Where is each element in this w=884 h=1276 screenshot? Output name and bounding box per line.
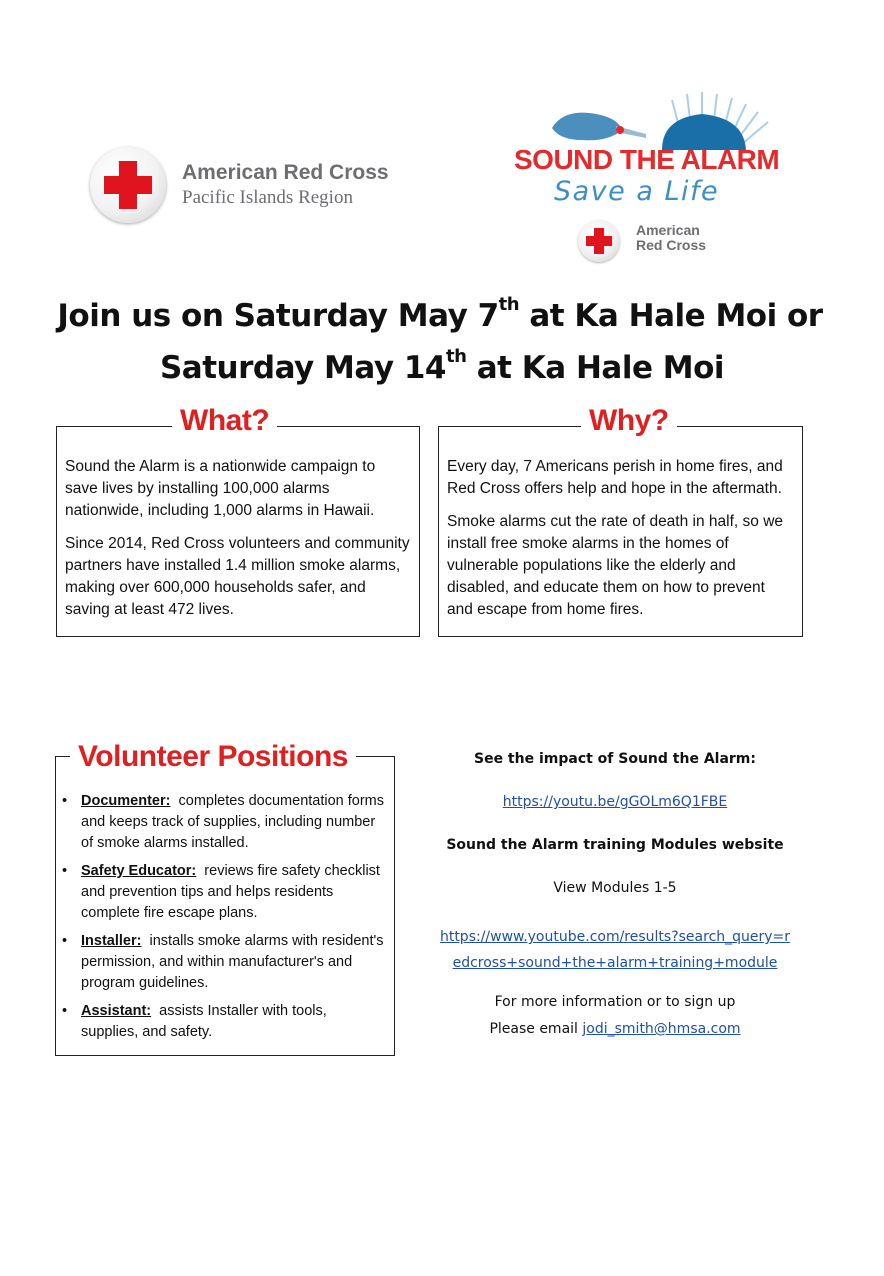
red-cross-small-icon <box>578 220 620 262</box>
list-item: • Assistant: assists Installer with tools, supplies, and safety. <box>62 1003 327 1040</box>
why-paragraph-1: Every day, 7 Americans perish in home fires, and Red Cross offers help and hope in the aftermath. <box>447 458 783 497</box>
view-modules-text: View Modules 1-5 <box>553 880 677 896</box>
list-item: • Documenter: completes documentation forms and keeps track of supplies, including number of smoke alarms installed. <box>62 793 385 851</box>
why-box <box>438 426 803 637</box>
list-item: • Installer: installs smoke alarms with resident's permission, and within manufacturer's and program guidelines. <box>62 933 384 991</box>
sound-the-alarm-title: SOUND THE ALARM <box>514 144 780 175</box>
training-heading: Sound the Alarm training Modules website <box>446 837 784 853</box>
role-documenter: Documenter: <box>81 793 171 809</box>
what-paragraph-1: Sound the Alarm is a nationwide campaign to save lives by installing 100,000 alarms nationwide, including 1,000 alarms in Hawaii. <box>65 458 376 519</box>
volunteer-positions-box <box>55 756 395 1056</box>
logo-org-line2: Red Cross <box>636 237 707 253</box>
why-title: Why? <box>581 404 677 438</box>
impact-video-link[interactable]: https://youtu.be/gGOLm6Q1FBE <box>502 794 728 810</box>
logo-org-line1: American <box>636 222 700 238</box>
what-title: What? <box>172 404 277 438</box>
american-red-cross-logo <box>90 147 430 227</box>
headline-line2: Saturday May 14th at Ka Hale Moi <box>159 346 725 386</box>
what-paragraph-2: Since 2014, Red Cross volunteers and community partners have installed 1.4 million smoke alarms, making over 600,000 households safer, and saving at least 472 lives. <box>65 535 410 618</box>
training-link[interactable]: https://www.youtube.com/results?search_query=r edcross+sound+the+alarm+training+module <box>439 929 791 971</box>
why-paragraph-2: Smoke alarms cut the rate of death in half, so we install free smoke alarms in the homes of vulnerable populations like the elderly and disabled, and educate them on how to prevent and escape from home fires. <box>447 513 784 618</box>
logo-org-name: American Red Cross <box>182 161 389 184</box>
role-safety-educator: Safety Educator: <box>81 863 197 879</box>
role-assistant: Assistant: <box>81 1003 152 1019</box>
email-link[interactable]: jodi_smith@hmsa.com <box>582 1021 741 1037</box>
headline-line1: Join us on Saturday May 7th at Ka Hale Moi or <box>57 294 823 334</box>
impact-heading: See the impact of Sound the Alarm: <box>473 751 756 767</box>
info-line: For more information or to sign up <box>494 994 736 1010</box>
email-line: Please email jodi_smith@hmsa.com <box>489 1021 741 1037</box>
volunteer-list <box>62 791 384 1043</box>
sound-the-alarm-logo <box>512 88 802 268</box>
logo-region: Pacific Islands Region <box>182 187 353 208</box>
what-box <box>56 426 420 637</box>
save-a-life-subtitle: Save a Life <box>554 176 720 207</box>
role-installer: Installer: <box>81 933 142 949</box>
red-cross-icon <box>90 147 166 223</box>
volunteer-positions-title: Volunteer Positions <box>70 740 356 774</box>
list-item: • Safety Educator: reviews fire safety checklist and prevention tips and helps residents complete fire escape plans. <box>62 863 380 921</box>
